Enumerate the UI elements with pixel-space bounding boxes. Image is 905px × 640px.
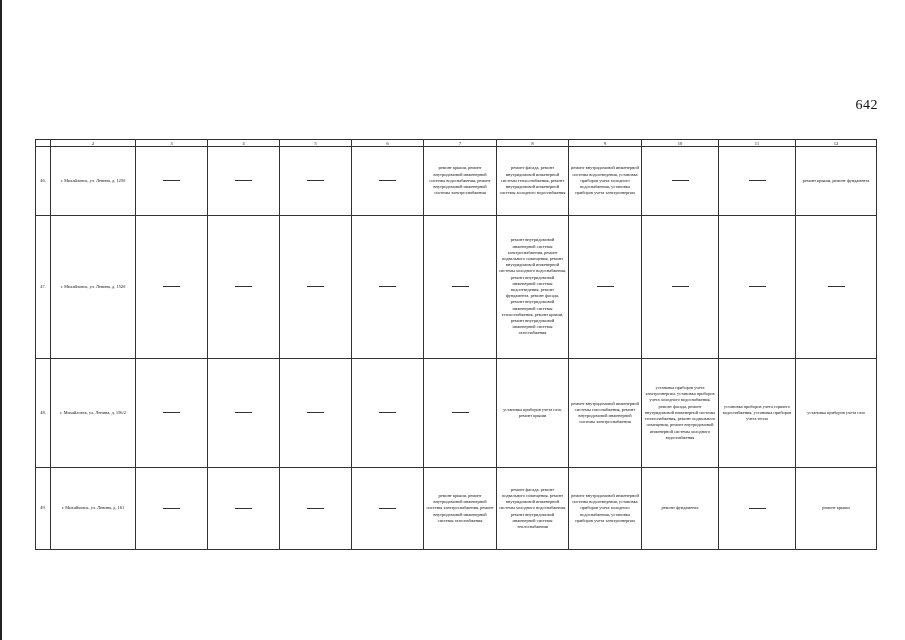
table-cell (642, 216, 719, 359)
table-cell: установка приборов учета газа, ремонт крыши (497, 359, 569, 468)
table-cell (280, 468, 352, 550)
table-cell (719, 147, 796, 216)
table-cell: ремонт крыши (796, 468, 877, 550)
table-row (36, 359, 877, 468)
table-cell (424, 359, 497, 468)
row-address: г. Михайловск, ул. Ленина, д. 152б (51, 216, 136, 359)
empty-dash (749, 180, 766, 181)
empty-dash (235, 286, 252, 287)
table-cell (352, 359, 424, 468)
col-header: 2 (51, 140, 136, 147)
empty-dash (828, 286, 845, 287)
table-cell: ремонт внутридомовой инженерной системы водоотведения, установка приборов учета холодного водоснабжения, установка приборов учета электроэнергии (569, 147, 642, 216)
repair-schedule-table (35, 139, 877, 550)
table-cell (208, 468, 280, 550)
table-cell: ремонт внутридомовой инженерной системы электроснабжения, ремонт подвального помещения, ремонт внутридомовой инженерной системы холодного водоснабжения, ремонт внутридомовой инженерной системы водоотведения, ремонт фундамента, ремонт фасада, ремонт внутридомовой инженерной системы теплоснабжения, ремонт крыши, ремонт внутридомовой инженерной системы газоснабжения (497, 216, 569, 359)
empty-dash (307, 180, 324, 181)
col-header: 4 (208, 140, 280, 147)
row-number: 49. (36, 468, 51, 550)
col-header: 11 (719, 140, 796, 147)
table-row (36, 216, 877, 359)
table-cell: установка приборов учета газа (796, 359, 877, 468)
empty-dash (163, 412, 180, 413)
row-number: 47. (36, 216, 51, 359)
row-address: г. Михайловск, ул. Ленина, д. 125б (51, 147, 136, 216)
empty-dash (672, 180, 689, 181)
empty-dash (597, 286, 614, 287)
table-cell (136, 147, 208, 216)
table-cell: ремонт крыши, ремонт фундамента (796, 147, 877, 216)
header-row (36, 140, 877, 147)
empty-dash (307, 286, 324, 287)
table-cell (280, 359, 352, 468)
table-cell: ремонт фундамента (642, 468, 719, 550)
table-cell (352, 468, 424, 550)
empty-dash (163, 286, 180, 287)
table-cell (352, 147, 424, 216)
empty-dash (307, 412, 324, 413)
col-header: 7 (424, 140, 497, 147)
table-cell (208, 359, 280, 468)
col-header: 3 (136, 140, 208, 147)
empty-dash (163, 508, 180, 509)
row-address: г. Михайловск, ул. Ленина, д. 156/2 (51, 359, 136, 468)
table-cell (136, 359, 208, 468)
table-row (36, 147, 877, 216)
col-header: 9 (569, 140, 642, 147)
empty-dash (452, 412, 469, 413)
empty-dash (749, 286, 766, 287)
table-cell: ремонт крыши, ремонт внутридомовой инженерной системы водоснабжения, ремонт внутридомовой инженерной системы электроснабжения (424, 147, 497, 216)
page-number: 642 (855, 98, 878, 113)
table-cell (719, 216, 796, 359)
empty-dash (379, 286, 396, 287)
empty-dash (672, 286, 689, 287)
empty-dash (452, 286, 469, 287)
col-header: 8 (497, 140, 569, 147)
row-address: г. Михайловск, ул. Ленина, д. 161 (51, 468, 136, 550)
empty-dash (307, 508, 324, 509)
table-cell: ремонт фасада, ремонт внутридомовой инженерной системы теплоснабжения, ремонт внутридомовой инженерной системы холодного водоснабжения (497, 147, 569, 216)
table-cell: установка приборов учета электроэнергии, установка приборов учета холодного водоснабжения, ремонт фасада, ремонт внутридомовой инженерной системы теплоснабжения, ремонт подвального помещения, ремонт внутридомовой инженерной системы холодного водоснабжения (642, 359, 719, 468)
table-cell (796, 216, 877, 359)
empty-dash (379, 412, 396, 413)
table-cell (719, 468, 796, 550)
table-cell: установка приборов учета горячего водоснабжения, установка приборов учета тепла (719, 359, 796, 468)
row-number: 48. (36, 359, 51, 468)
table-cell: ремонт фасада, ремонт подвального помещения, ремонт внутридомовой инженерной системы холодного водоснабжения, ремонт внутридомовой инженерной системы теплоснабжения (497, 468, 569, 550)
empty-dash (235, 180, 252, 181)
table-row (36, 468, 877, 550)
table-cell: ремонт внутридомовой инженерной системы газоснабжения, ремонт внутридомовой инженерной системы электроснабжения (569, 359, 642, 468)
table-cell (136, 468, 208, 550)
empty-dash (379, 508, 396, 509)
col-header: 10 (642, 140, 719, 147)
table-cell (136, 216, 208, 359)
empty-dash (379, 180, 396, 181)
table-cell (280, 216, 352, 359)
scan-edge-line (0, 0, 2, 640)
col-header: 5 (280, 140, 352, 147)
col-header: 6 (352, 140, 424, 147)
table-cell (208, 216, 280, 359)
empty-dash (749, 508, 766, 509)
table-cell (352, 216, 424, 359)
table-cell (424, 216, 497, 359)
table-cell: ремонт внутридомовой инженерной системы водоотведения, установка приборов учета холодного водоснабжения, установка приборов учета электроэнергии (569, 468, 642, 550)
table-cell (642, 147, 719, 216)
empty-dash (235, 412, 252, 413)
table-cell: ремонт крыши, ремонт внутридомовой инженерной системы электроснабжения, ремонт внутридомовой инженерной системы газоснабжения (424, 468, 497, 550)
empty-dash (235, 508, 252, 509)
table-cell (569, 216, 642, 359)
col-header (36, 140, 51, 147)
col-header: 12 (796, 140, 877, 147)
empty-dash (163, 180, 180, 181)
table-cell (280, 147, 352, 216)
table-cell (208, 147, 280, 216)
row-number: 46. (36, 147, 51, 216)
